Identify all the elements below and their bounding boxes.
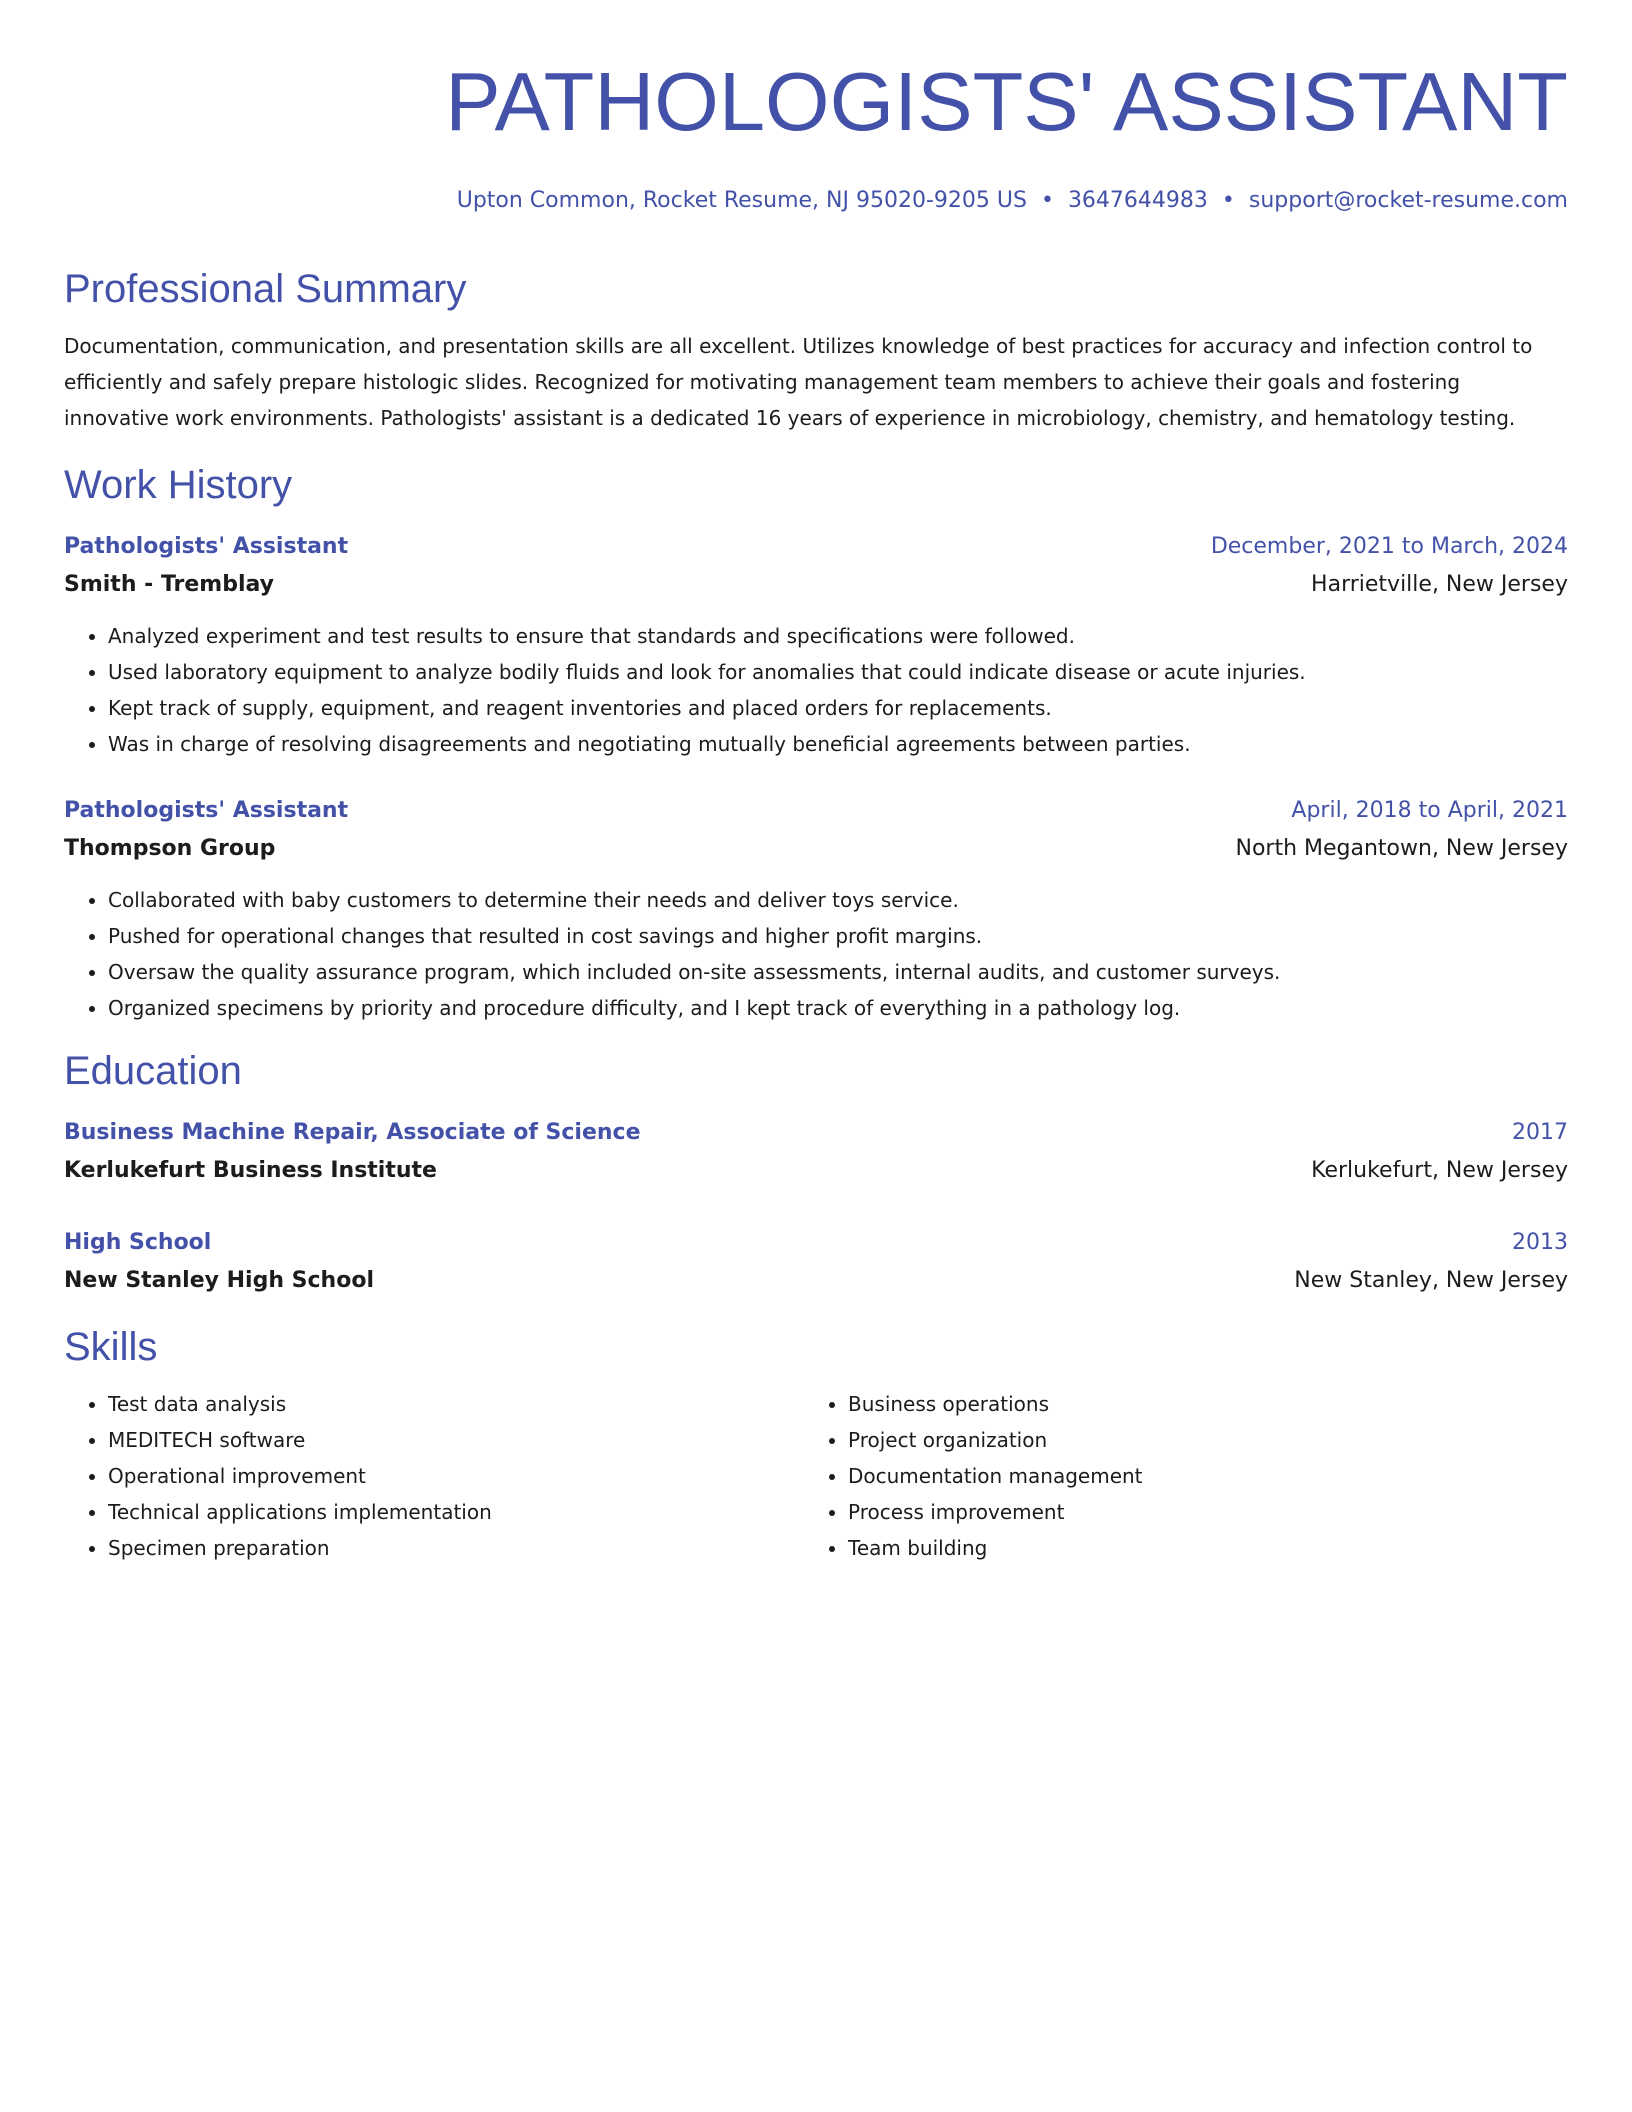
education-entry (64, 1224, 1568, 1300)
skill-item: • Process improvement (848, 1494, 1544, 1530)
job-dates: April, 2018 to April, 2021 (1291, 798, 1568, 823)
job-entry (64, 792, 1568, 1026)
contact-line (64, 186, 1568, 216)
job-bullet: • Analyzed experiment and test results to ensure that standards and specifications were followed. (108, 618, 1568, 654)
skills-list-left (64, 1386, 804, 1566)
resume-header (64, 52, 1568, 216)
education-header-row (64, 1224, 1568, 1262)
job-bullets (64, 618, 1568, 762)
skill-item: • Team building (848, 1530, 1544, 1566)
job-bullet: • Pushed for operational changes that resulted in cost savings and higher profit margins. (108, 918, 1568, 954)
education-year: 2013 (1512, 1230, 1568, 1255)
job-dates: December, 2021 to March, 2024 (1210, 534, 1568, 559)
job-company: Smith - Tremblay (64, 572, 275, 597)
skill-item: • Project organization (848, 1422, 1544, 1458)
job-bullet: • Kept track of supply, equipment, and reagent inventories and placed orders for replacements. (108, 690, 1568, 726)
education-school-row (64, 1262, 1568, 1300)
job-bullet: • Was in charge of resolving disagreements and negotiating mutually beneficial agreements between parties. (108, 726, 1568, 762)
education-degree: High School (64, 1230, 212, 1255)
job-location: North Megantown, New Jersey (1235, 836, 1568, 861)
skill-item: • Business operations (848, 1386, 1544, 1422)
summary-text: Documentation, communication, and presentation skills are all excellent. Utilizes knowledge of best practices for accuracy and infection control to efficiently and safely prepare histologic slides. Recognized for motivating management team members to achieve their goals and fostering innovative work environments. Pathologists' assistant is a dedicated 16 years of experience in microbiology, chemistry, and hematology testing. (64, 334, 1533, 430)
job-header-row (64, 528, 1568, 566)
contact-phone: 3647644983 (1067, 188, 1208, 213)
skills-columns (64, 1386, 1568, 1566)
education-school-row (64, 1152, 1568, 1190)
summary-heading: Professional Summary (64, 267, 467, 311)
contact-email: support@rocket-resume.com (1248, 188, 1568, 213)
skill-item: • Specimen preparation (108, 1530, 804, 1566)
education-location: Kerlukefurt, New Jersey (1311, 1158, 1568, 1183)
skill-item: • Technical applications implementation (108, 1494, 804, 1530)
job-role: Pathologists' Assistant (64, 798, 349, 823)
job-location: Harrietville, New Jersey (1311, 572, 1568, 597)
skill-item: • MEDITECH software (108, 1422, 804, 1458)
job-bullets (64, 882, 1568, 1026)
work-history-heading: Work History (64, 463, 293, 507)
education-heading: Education (64, 1049, 242, 1093)
job-bullet: • Organized specimens by priority and procedure difficulty, and I kept track of everything in a pathology log. (108, 990, 1568, 1026)
skills-heading: Skills (64, 1325, 158, 1369)
skills-list-right (804, 1386, 1544, 1566)
job-role: Pathologists' Assistant (64, 534, 349, 559)
education-header-row (64, 1114, 1568, 1152)
job-company: Thompson Group (64, 836, 276, 861)
contact-separator: • (1040, 188, 1054, 213)
job-company-row (64, 830, 1568, 868)
education-degree: Business Machine Repair, Associate of Science (64, 1120, 641, 1145)
education-school: New Stanley High School (64, 1268, 374, 1293)
skill-item: • Test data analysis (108, 1386, 804, 1422)
job-entry (64, 528, 1568, 762)
education-school: Kerlukefurt Business Institute (64, 1158, 437, 1183)
job-bullet: • Oversaw the quality assurance program, which included on-site assessments, internal audits, and customer surveys. (108, 954, 1568, 990)
skill-item: • Documentation management (848, 1458, 1544, 1494)
skill-item: • Operational improvement (108, 1458, 804, 1494)
resume-name: PATHOLOGISTS' ASSISTANT (445, 55, 1568, 148)
job-bullet: • Collaborated with baby customers to determine their needs and deliver toys service. (108, 882, 1568, 918)
job-header-row (64, 792, 1568, 830)
contact-address: Upton Common, Rocket Resume, NJ 95020-9205 US (456, 188, 1027, 213)
education-location: New Stanley, New Jersey (1294, 1268, 1568, 1293)
job-bullet: • Used laboratory equipment to analyze bodily fluids and look for anomalies that could indicate disease or acute injuries. (108, 654, 1568, 690)
job-company-row (64, 566, 1568, 604)
education-year: 2017 (1512, 1120, 1568, 1145)
education-entry (64, 1114, 1568, 1190)
contact-separator: • (1221, 188, 1235, 213)
